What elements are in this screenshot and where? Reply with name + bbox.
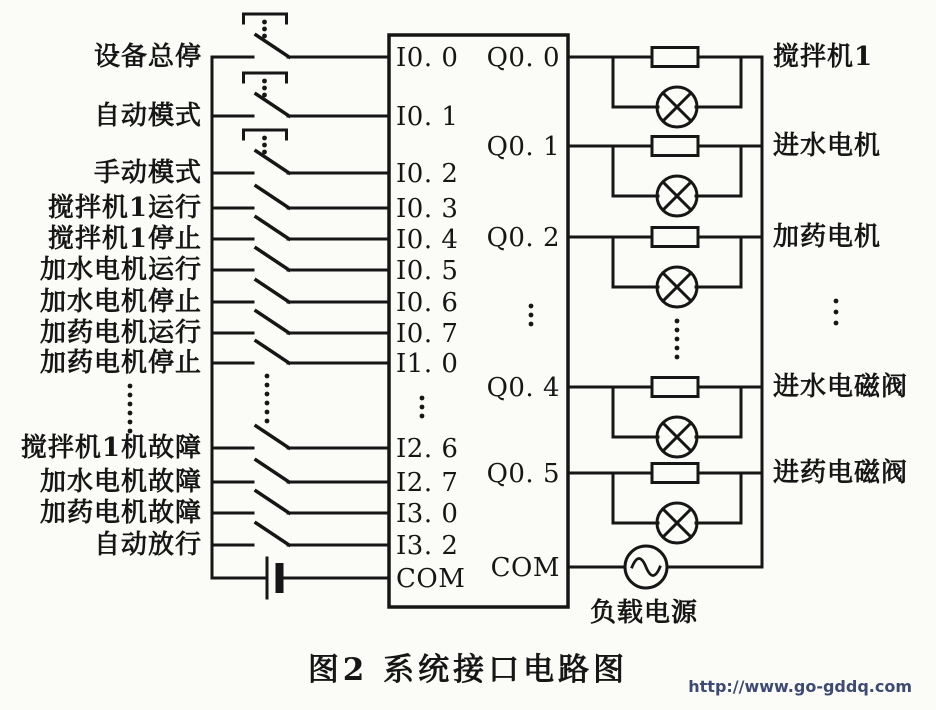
output-pin-label: Q0. 5	[486, 459, 560, 489]
input-pin-label: I0. 1	[396, 102, 459, 132]
output-load-label: 进药电磁阀	[773, 458, 909, 488]
input-pin-label: I0. 5	[396, 256, 459, 286]
input-row-label: 搅拌机1停止	[47, 224, 202, 254]
input-pin-label: I2. 7	[396, 468, 459, 498]
input-pin-label: I0. 4	[396, 225, 459, 255]
input-row-label: 搅拌机1运行	[47, 193, 202, 223]
input-pin-label: I3. 2	[396, 531, 459, 561]
input-pin-label: I3. 0	[396, 499, 459, 529]
output-load-label: 搅拌机1	[773, 42, 874, 72]
input-row-label: 加水电机运行	[39, 255, 202, 285]
input-row-label: 设备总停	[93, 42, 202, 72]
output-pin-label: Q0. 4	[486, 373, 560, 403]
output-pin-label: Q0. 2	[486, 223, 560, 253]
input-row-label: 搅拌机1机故障	[20, 433, 202, 463]
output-load-label: 进水电磁阀	[773, 372, 909, 402]
input-row-label: 自动放行	[93, 530, 202, 560]
input-pin-label: I0. 0	[396, 43, 459, 73]
input-pin-label: I0. 6	[396, 288, 459, 318]
output-load-label: 进水电机	[773, 131, 882, 161]
input-row-label: 加药电机故障	[39, 498, 202, 528]
input-row-label: 手动模式	[93, 158, 202, 188]
output-pin-label: Q0. 1	[486, 132, 560, 162]
watermark-url: http://www.go-gddq.com	[688, 677, 912, 696]
input-pin-label: COM	[396, 564, 466, 594]
input-row-label: 加药电机运行	[39, 318, 202, 348]
output-pin-label: COM	[490, 553, 560, 583]
output-load-label: 加药电机	[773, 222, 882, 252]
input-row-label: 加药电机停止	[39, 348, 202, 378]
input-pin-label: I0. 3	[396, 194, 459, 224]
input-pin-label: I0. 2	[396, 159, 459, 189]
input-row-label: 加水电机故障	[39, 467, 202, 497]
output-pin-label: Q0. 0	[486, 43, 560, 73]
input-pin-label: I1. 0	[396, 349, 459, 379]
figure-caption: 图2 系统接口电路图	[307, 652, 629, 688]
input-pin-label: I2. 6	[396, 434, 459, 464]
input-row-label: 自动模式	[93, 101, 202, 131]
load-power-label: 负载电源	[590, 598, 699, 628]
input-row-label: 加水电机停止	[39, 287, 202, 317]
input-pin-label: I0. 7	[396, 319, 459, 349]
